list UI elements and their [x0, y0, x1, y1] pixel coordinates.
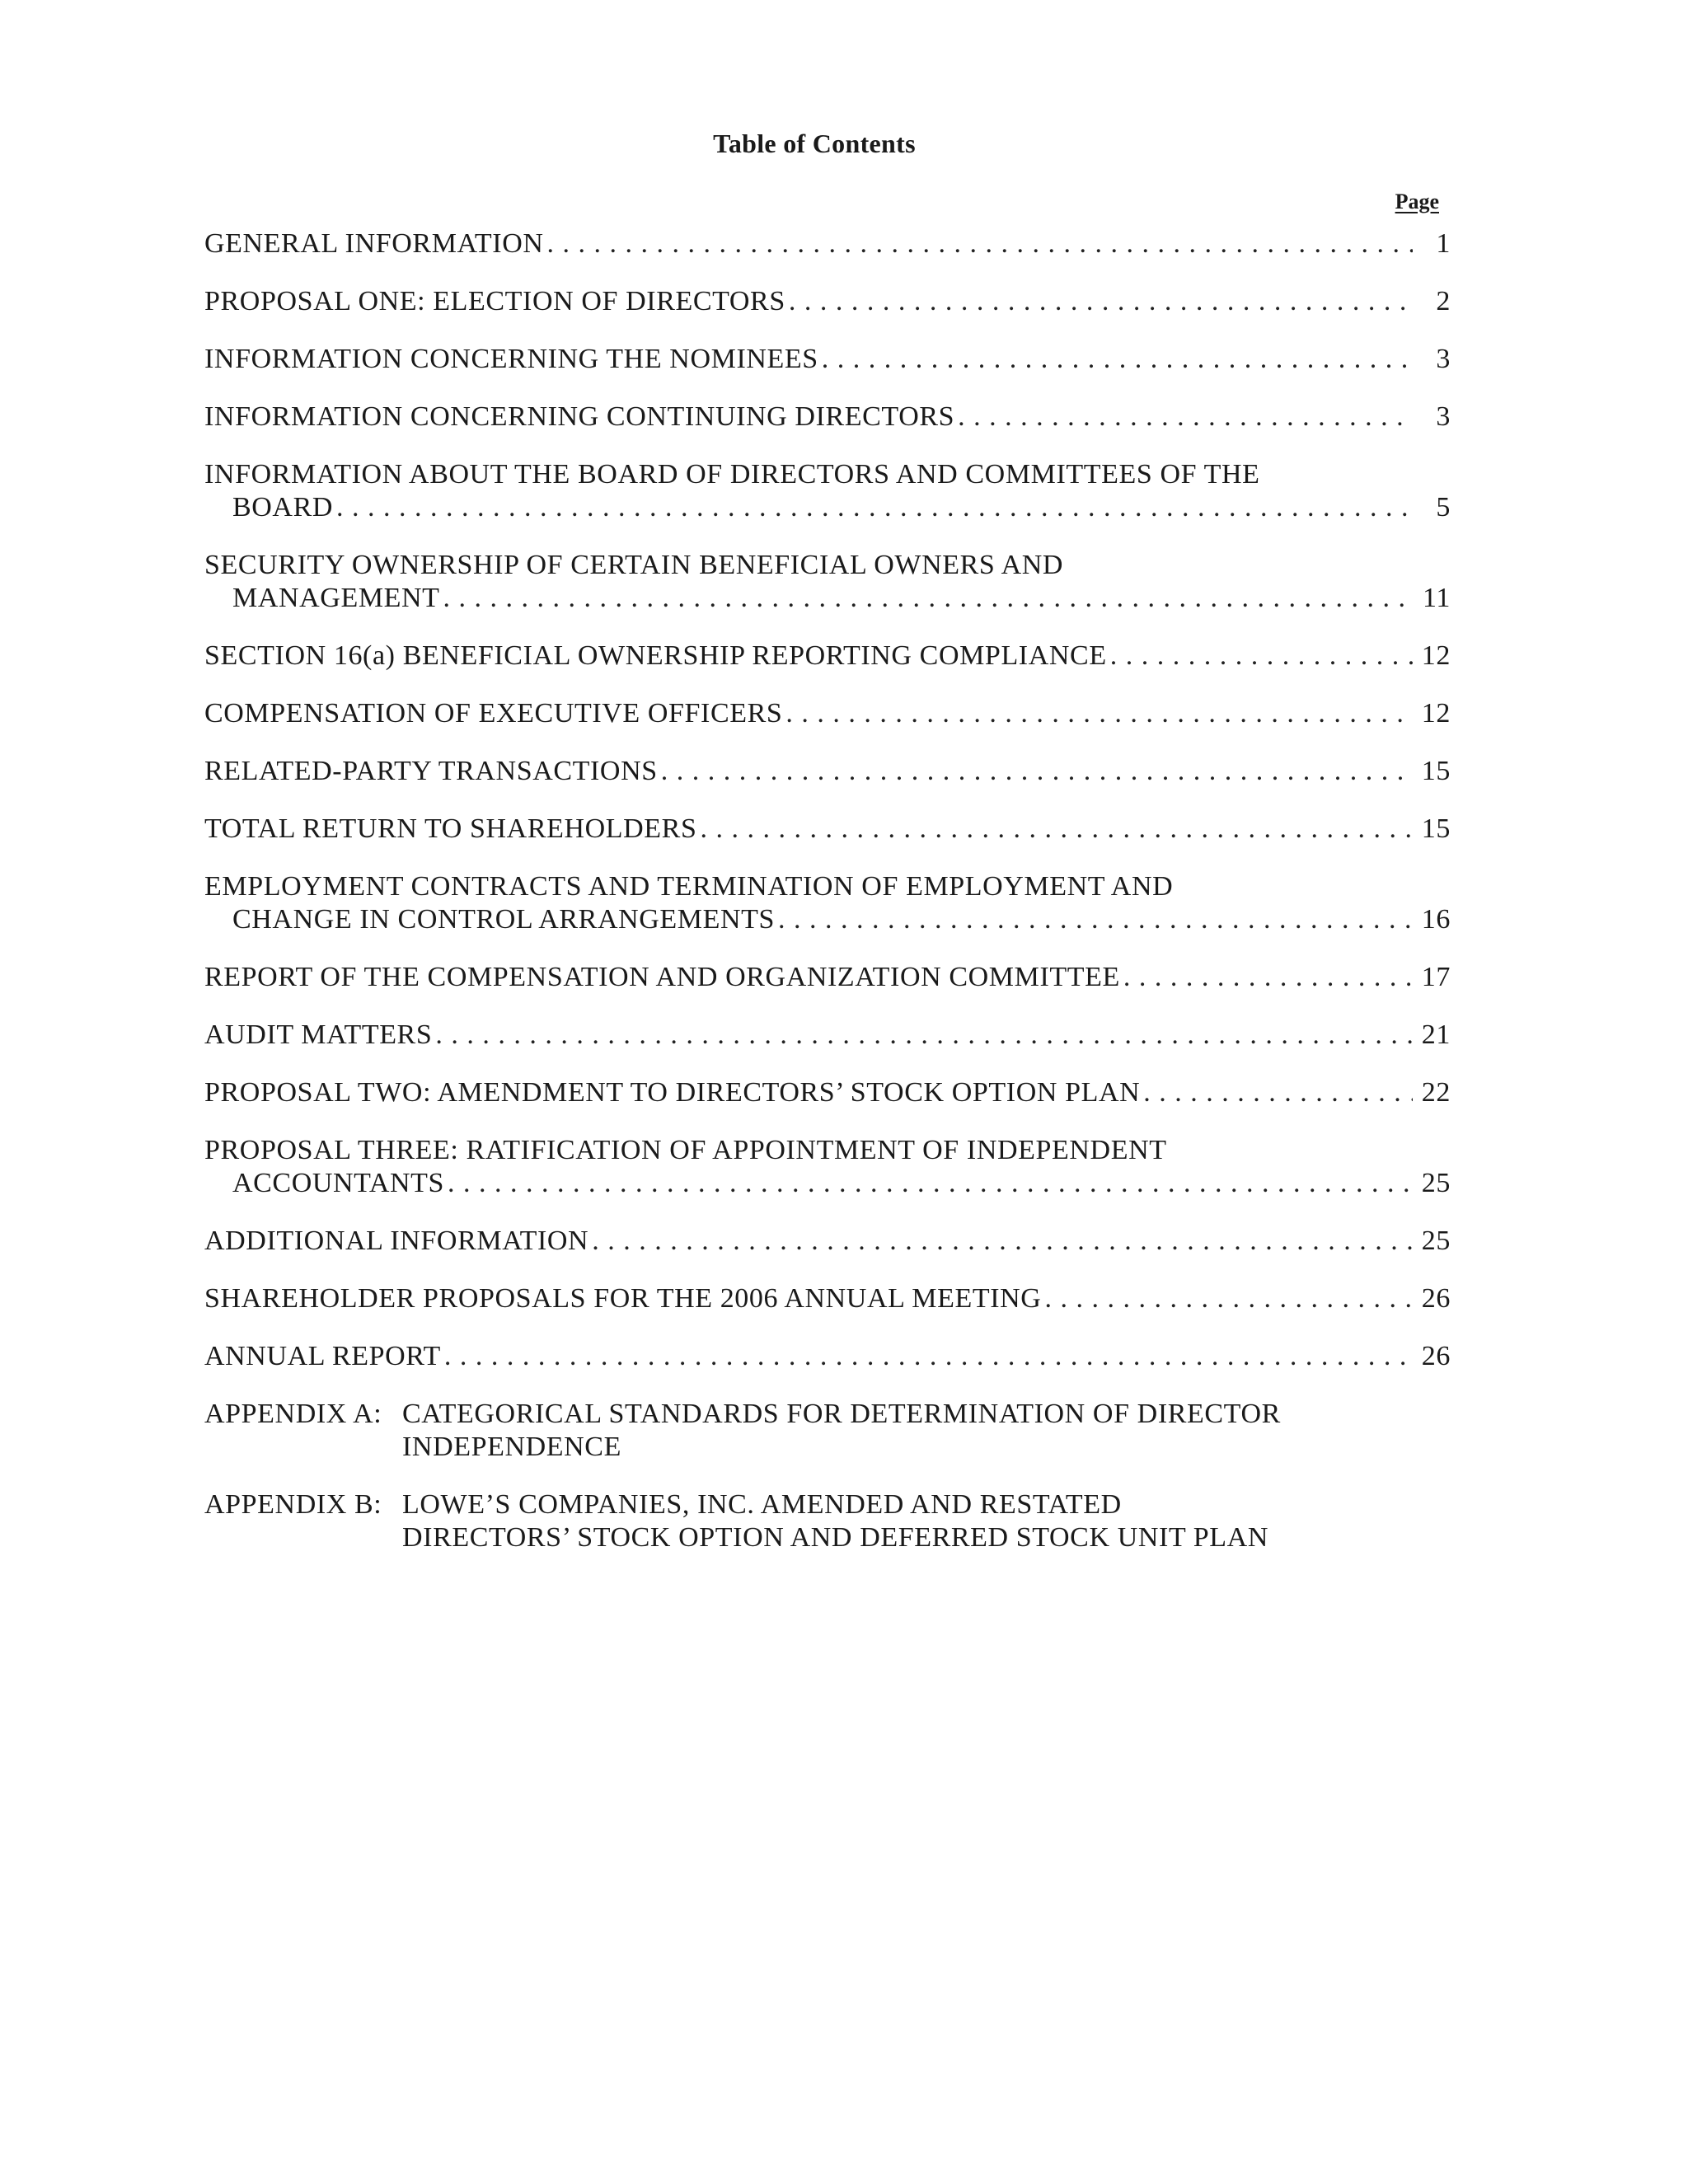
dot-leader	[444, 1340, 1413, 1373]
toc-entry[interactable]	[204, 285, 1451, 318]
dot-leader	[448, 1167, 1413, 1200]
dot-leader	[785, 697, 1413, 730]
toc-entry[interactable]	[204, 640, 1451, 673]
toc-entry-label-line1: EMPLOYMENT CONTRACTS AND TERMINATION OF EMPLOYMENT AND	[204, 871, 1174, 902]
toc-entry-label: SECTION 16(a) BENEFICIAL OWNERSHIP REPORTING COMPLIANCE	[204, 640, 1107, 671]
appendix-title-line1: CATEGORICAL STANDARDS FOR DETERMINATION OF DIRECTOR	[402, 1399, 1281, 1429]
toc-entry-page: 17	[1421, 962, 1451, 992]
toc-entry[interactable]	[204, 697, 1451, 730]
toc-entry-page: 3	[1436, 401, 1451, 432]
toc-appendix[interactable]	[204, 1488, 1416, 1554]
toc-entry[interactable]	[204, 813, 1451, 846]
toc-entry-label: RELATED-PARTY TRANSACTIONS	[204, 756, 658, 786]
toc-entry[interactable]	[204, 227, 1451, 260]
toc-entry[interactable]	[204, 1282, 1451, 1315]
toc-entry-page: 1	[1436, 228, 1451, 259]
dot-leader	[547, 227, 1413, 260]
toc-entry-label: PROPOSAL TWO: AMENDMENT TO DIRECTORS’ STOCK OPTION PLAN	[204, 1077, 1141, 1108]
toc-entry-page: 12	[1421, 640, 1451, 671]
toc-entry-page: 2	[1436, 286, 1451, 316]
dot-leader	[661, 755, 1413, 788]
dot-leader	[789, 285, 1413, 318]
toc-entry-page: 22	[1421, 1077, 1451, 1108]
toc-entry-label-line2: BOARD	[232, 492, 334, 523]
appendix-tag: APPENDIX A:	[204, 1399, 382, 1429]
dot-leader	[1110, 640, 1413, 673]
toc-entry-label-line2: MANAGEMENT	[232, 583, 440, 613]
toc-entry-page: 21	[1421, 1019, 1451, 1050]
appendix-title-line1: LOWE’S COMPANIES, INC. AMENDED AND RESTATED	[402, 1489, 1122, 1520]
toc-entry[interactable]	[204, 755, 1451, 788]
toc-entry-label-line2: ACCOUNTANTS	[232, 1168, 445, 1198]
page-column-header: Page	[1395, 190, 1439, 213]
dot-leader	[443, 582, 1413, 615]
toc-entry-label: AUDIT MATTERS	[204, 1019, 433, 1050]
toc-entry-page: 15	[1421, 813, 1451, 844]
toc-entry-label-line1: SECURITY OWNERSHIP OF CERTAIN BENEFICIAL OWNERS AND	[204, 550, 1064, 580]
toc-entry-page: 11	[1423, 583, 1451, 613]
toc-entry[interactable]	[204, 549, 1451, 615]
toc-list	[204, 227, 1451, 1579]
toc-entry-page: 16	[1421, 904, 1451, 935]
appendix-title-line2: INDEPENDENCE	[402, 1432, 621, 1462]
toc-entry-label: ANNUAL REPORT	[204, 1341, 441, 1371]
toc-entry-page: 26	[1421, 1283, 1451, 1314]
toc-entry-page: 25	[1421, 1168, 1451, 1198]
toc-entry-page: 15	[1421, 756, 1451, 786]
dot-leader	[1123, 961, 1413, 994]
dot-leader	[1044, 1282, 1413, 1315]
toc-entry-page: 12	[1421, 698, 1451, 729]
toc-entry[interactable]	[204, 870, 1451, 936]
toc-entry-label: SHAREHOLDER PROPOSALS FOR THE 2006 ANNUAL MEETING	[204, 1283, 1042, 1314]
appendix-tag: APPENDIX B:	[204, 1489, 382, 1520]
dot-leader	[435, 1019, 1413, 1052]
toc-entry-label: COMPENSATION OF EXECUTIVE OFFICERS	[204, 698, 783, 729]
toc-entry-page: 25	[1421, 1226, 1451, 1256]
appendix-title-line2: DIRECTORS’ STOCK OPTION AND DEFERRED STOCK UNIT PLAN	[402, 1522, 1268, 1553]
toc-entry-label: TOTAL RETURN TO SHAREHOLDERS	[204, 813, 697, 844]
toc-entry-page: 3	[1436, 344, 1451, 374]
dot-leader	[822, 343, 1413, 376]
toc-entry-label-line2: CHANGE IN CONTROL ARRANGEMENTS	[232, 904, 776, 935]
dot-leader	[592, 1225, 1413, 1258]
toc-entry-label: ADDITIONAL INFORMATION	[204, 1226, 589, 1256]
toc-entry[interactable]	[204, 1076, 1451, 1109]
toc-entry[interactable]	[204, 961, 1451, 994]
dot-leader	[1143, 1076, 1413, 1109]
toc-entry-label-line1: INFORMATION ABOUT THE BOARD OF DIRECTORS AND COMMITTEES OF THE	[204, 459, 1260, 490]
toc-entry[interactable]	[204, 401, 1451, 434]
toc-entry[interactable]	[204, 1019, 1451, 1052]
dot-leader	[336, 491, 1413, 524]
toc-entry[interactable]	[204, 458, 1451, 524]
toc-entry[interactable]	[204, 1134, 1451, 1200]
toc-entry-label-line1: PROPOSAL THREE: RATIFICATION OF APPOINTMENT OF INDEPENDENT	[204, 1135, 1167, 1165]
toc-entry-label: GENERAL INFORMATION	[204, 228, 544, 259]
toc-entry[interactable]	[204, 1340, 1451, 1373]
toc-entry[interactable]	[204, 343, 1451, 376]
page-title: Table of Contents	[713, 129, 916, 158]
toc-entry-label: PROPOSAL ONE: ELECTION OF DIRECTORS	[204, 286, 785, 316]
dot-leader	[778, 903, 1413, 936]
toc-entry-label: REPORT OF THE COMPENSATION AND ORGANIZATION COMMITTEE	[204, 962, 1120, 992]
dot-leader	[958, 401, 1413, 434]
toc-entry-page: 26	[1421, 1341, 1451, 1371]
toc-entry-label: INFORMATION CONCERNING CONTINUING DIRECTORS	[204, 401, 955, 432]
toc-entry[interactable]	[204, 1225, 1451, 1258]
toc-entry-label: INFORMATION CONCERNING THE NOMINEES	[204, 344, 818, 374]
toc-appendix[interactable]	[204, 1398, 1416, 1464]
dot-leader	[700, 813, 1413, 846]
toc-entry-page: 5	[1436, 492, 1451, 523]
